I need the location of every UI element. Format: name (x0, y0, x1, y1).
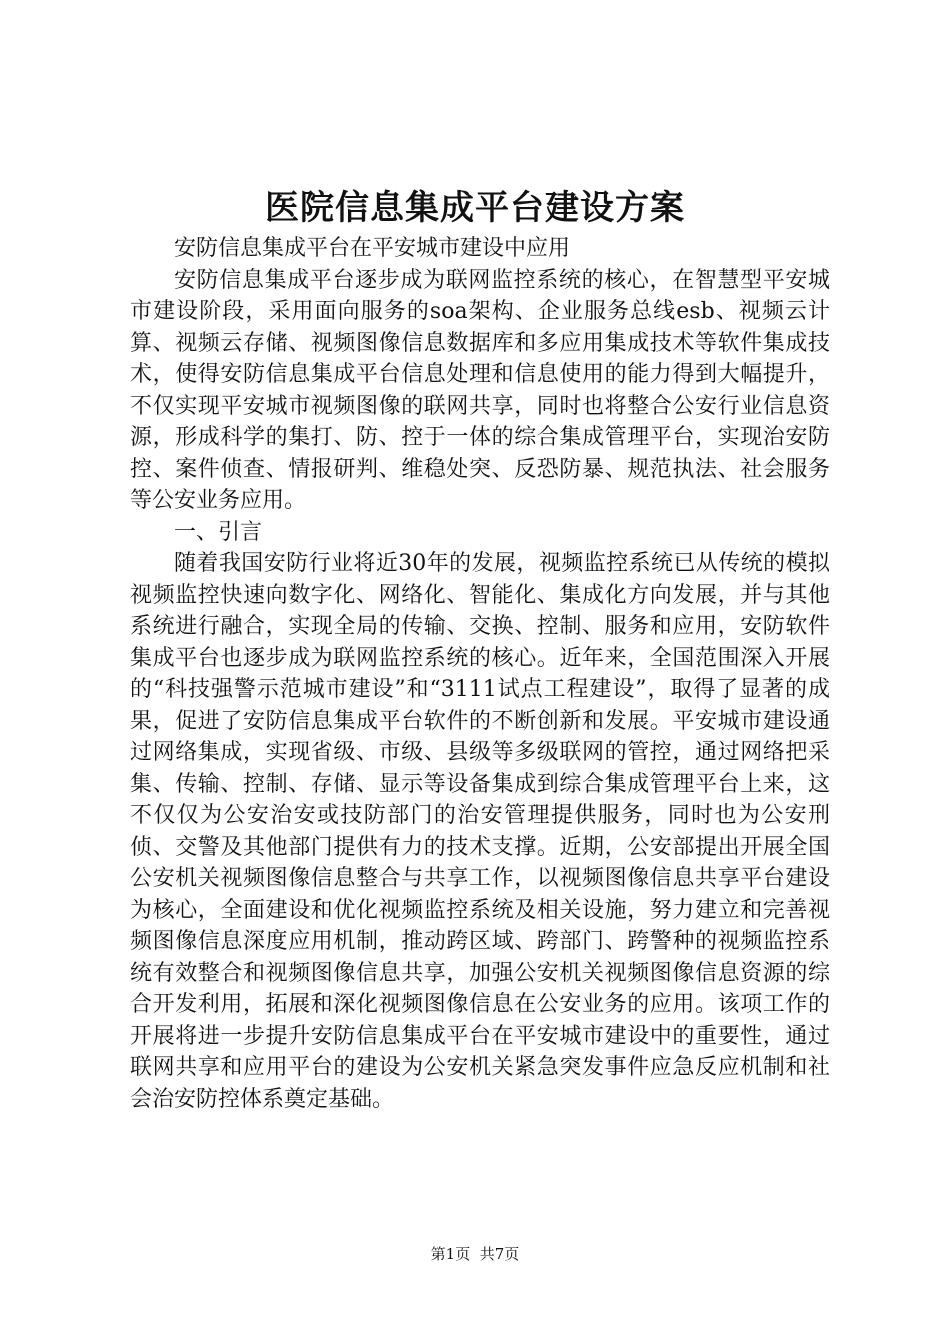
page-number: 第1页 (430, 1245, 471, 1263)
paragraph-body: 随着我国安防行业将近30年的发展，视频监控系统已从传统的模拟视频监控快速向数字化、网络化、智能化、集成化方向发展，并与其他系统进行融合，实现全局的传输、交换、控制、服务和应用，安防软件集成平台也逐步成为联网监控系统的核心。近年来，全国范围深入开展的“科技强警示范城市建设”和“3111试点工程建设”，取得了显著的成果，促进了安防信息集成平台软件的不断创新和发展。平安城市建设通过网络集成，实现省级、市级、县级等多级联网的管控，通过网络把采集、传输、控制、存储、显示等设备集成到综合集成管理平台上来，这不仅仅为公安治安或技防部门的治安管理提供服务，同时也为公安刑侦、交警及其他部门提供有力的技术支撑。近期，公安部提出开展全国公安机关视频图像信息整合与共享工作，以视频图像信息共享平台建设为核心，全面建设和优化视频监控系统及相关设施，努力建立和完善视频图像信息深度应用机制，推动跨区域、跨部门、跨警种的视频监控系统有效整合和视频图像信息共享，加强公安机关视频图像信息资源的综合开发利用，拓展和深化视频图像信息在公安业务的应用。该项工作的开展将进一步提升安防信息集成平台在平安城市建设中的重要性，通过联网共享和应用平台的建设为公安机关紧急突发事件应急反应机制和社会治安防控体系奠定基础。 (130, 551, 830, 1112)
section-heading: 一、引言 (174, 519, 263, 545)
paragraph-intro: 安防信息集成平台逐步成为联网监控系统的核心，在智慧型平安城市建设阶段，采用面向服务的soa架构、企业服务总线esb、视频云计算、视频云存储、视频图像信息数据库和多应用集成技术等软件集成技术，使得安防信息集成平台信息处理和信息使用的能力得到大幅提升，不仅实现平安城市视频图像的联网共享，同时也将整合公安行业信息资源，形成科学的集打、防、控于一体的综合集成管理平台，实现治安防控、案件侦查、情报研判、维稳处突、反恐防暴、规范执法、社会服务等公安业务应用。 (130, 267, 830, 513)
paragraph-subtitle: 安防信息集成平台在平安城市建设中应用 (174, 236, 571, 261)
document-title: 医院信息集成平台建设方案 (265, 188, 685, 228)
page-footer (0, 1243, 950, 1265)
document-body (130, 233, 830, 1115)
page-total: 共7页 (479, 1245, 520, 1263)
